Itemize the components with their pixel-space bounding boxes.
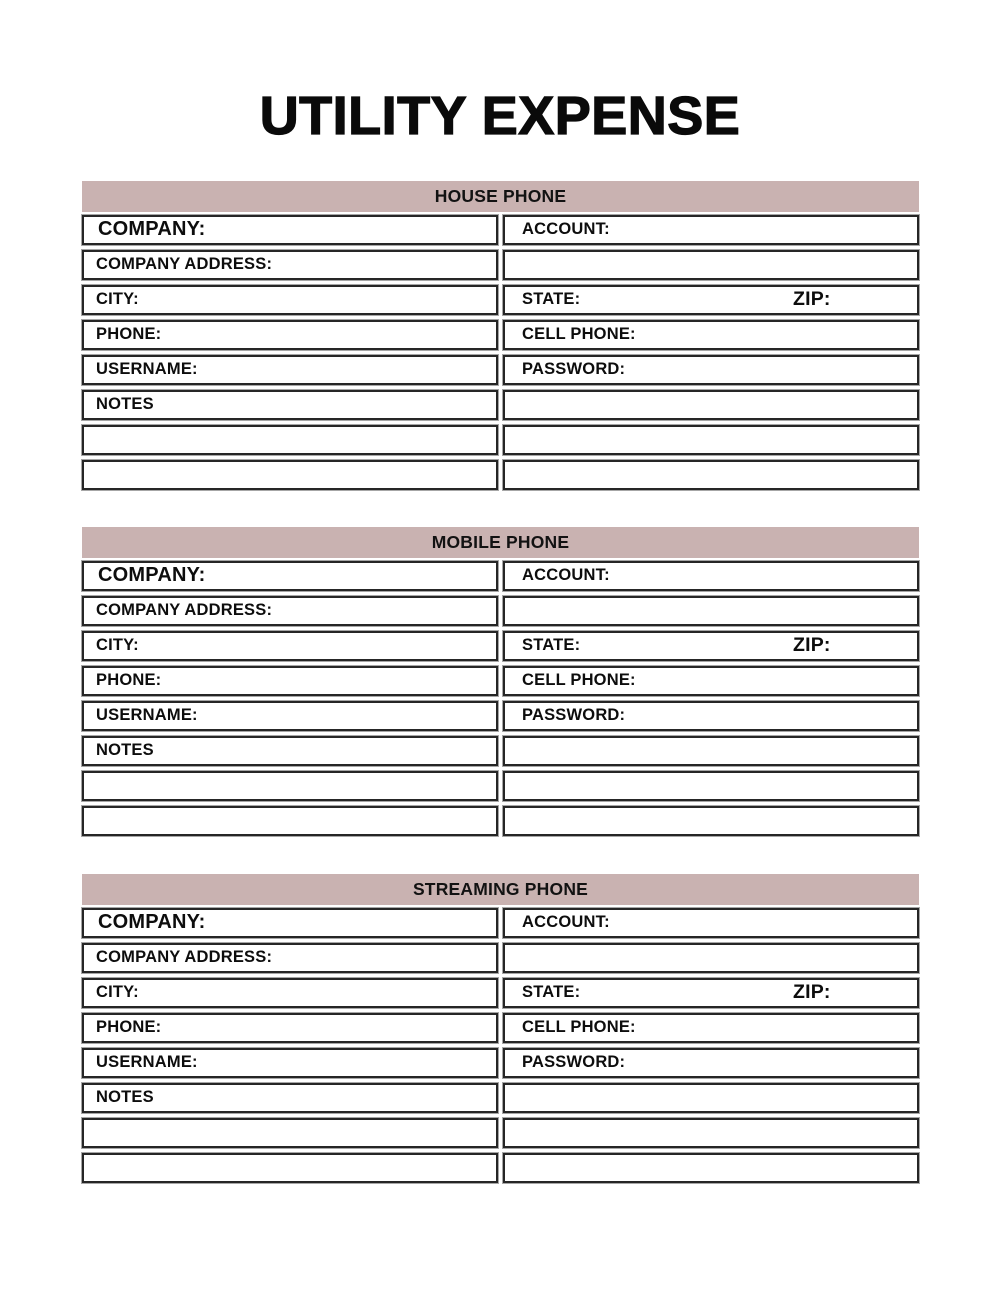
password-field[interactable] — [503, 355, 919, 385]
table-row — [82, 1048, 919, 1078]
password-label: PASSWORD: — [522, 706, 626, 725]
section-title: HOUSE PHONE — [434, 185, 567, 206]
account-label: ACCOUNT: — [522, 913, 610, 932]
account-field[interactable] — [503, 908, 919, 938]
state-label: STATE: — [522, 983, 581, 1002]
account-field[interactable] — [503, 561, 919, 591]
phone-field[interactable] — [82, 666, 498, 696]
company-field[interactable] — [82, 908, 498, 938]
table-row — [82, 460, 919, 490]
table-row — [82, 390, 919, 420]
notes-label: NOTES — [96, 1088, 154, 1107]
section-header — [82, 181, 919, 212]
table-row — [82, 250, 919, 280]
notes-label: NOTES — [96, 741, 154, 760]
company-address-label: COMPANY ADDRESS: — [96, 948, 273, 967]
cell-phone-field[interactable] — [503, 320, 919, 350]
company-label: COMPANY: — [98, 218, 206, 241]
cell-phone-field[interactable] — [503, 1013, 919, 1043]
table-row — [82, 943, 919, 973]
account-field[interactable] — [503, 215, 919, 245]
account-label: ACCOUNT: — [522, 566, 610, 585]
blank-field[interactable] — [503, 1153, 919, 1183]
page-title: UTILITY EXPENSE — [259, 86, 741, 146]
notes-field[interactable] — [82, 390, 498, 420]
blank-field[interactable] — [503, 425, 919, 455]
cell-phone-label: CELL PHONE: — [522, 671, 636, 690]
city-label: CITY: — [96, 290, 139, 309]
section-title: MOBILE PHONE — [431, 531, 570, 552]
state-zip-field[interactable] — [503, 978, 919, 1008]
table-row — [82, 320, 919, 350]
company-address-value-field[interactable] — [503, 596, 919, 626]
notes-label: NOTES — [96, 395, 154, 414]
password-field[interactable] — [503, 1048, 919, 1078]
company-address-label: COMPANY ADDRESS: — [96, 255, 273, 274]
company-label: COMPANY: — [98, 911, 206, 934]
table-row — [82, 631, 919, 661]
zip-label: ZIP: — [793, 288, 831, 311]
blank-field[interactable] — [503, 806, 919, 836]
city-field[interactable] — [82, 285, 498, 315]
blank-field[interactable] — [82, 771, 498, 801]
city-label: CITY: — [96, 636, 139, 655]
table-row — [82, 701, 919, 731]
phone-label: PHONE: — [96, 1018, 162, 1037]
state-label: STATE: — [522, 636, 581, 655]
company-address-label: COMPANY ADDRESS: — [96, 601, 273, 620]
blank-field[interactable] — [503, 1118, 919, 1148]
phone-label: PHONE: — [96, 325, 162, 344]
blank-field[interactable] — [503, 771, 919, 801]
section-header — [82, 527, 919, 558]
section-rows — [82, 215, 919, 490]
password-label: PASSWORD: — [522, 360, 626, 379]
password-label: PASSWORD: — [522, 1053, 626, 1072]
city-field[interactable] — [82, 631, 498, 661]
cell-phone-label: CELL PHONE: — [522, 325, 636, 344]
company-address-field[interactable] — [82, 250, 498, 280]
table-row — [82, 1118, 919, 1148]
state-zip-field[interactable] — [503, 285, 919, 315]
zip-label: ZIP: — [793, 634, 831, 657]
blank-field[interactable] — [82, 1118, 498, 1148]
company-address-field[interactable] — [82, 596, 498, 626]
phone-label: PHONE: — [96, 671, 162, 690]
company-label: COMPANY: — [98, 564, 206, 587]
notes-field[interactable] — [82, 1083, 498, 1113]
table-row — [82, 806, 919, 836]
notes-field[interactable] — [82, 736, 498, 766]
cell-phone-label: CELL PHONE: — [522, 1018, 636, 1037]
city-field[interactable] — [82, 978, 498, 1008]
table-row — [82, 736, 919, 766]
state-zip-field[interactable] — [503, 631, 919, 661]
table-row — [82, 666, 919, 696]
username-label: USERNAME: — [96, 360, 198, 379]
table-row — [82, 596, 919, 626]
phone-field[interactable] — [82, 320, 498, 350]
phone-field[interactable] — [82, 1013, 498, 1043]
table-row — [82, 215, 919, 245]
state-label: STATE: — [522, 290, 581, 309]
notes-value-field[interactable] — [503, 390, 919, 420]
notes-value-field[interactable] — [503, 1083, 919, 1113]
table-row — [82, 1083, 919, 1113]
cell-phone-field[interactable] — [503, 666, 919, 696]
username-label: USERNAME: — [96, 1053, 198, 1072]
zip-label: ZIP: — [793, 981, 831, 1004]
table-row — [82, 425, 919, 455]
table-row — [82, 355, 919, 385]
section-streaming-phone — [82, 874, 919, 1183]
username-field[interactable] — [82, 355, 498, 385]
blank-field[interactable] — [82, 1153, 498, 1183]
username-label: USERNAME: — [96, 706, 198, 725]
section-rows — [82, 908, 919, 1183]
city-label: CITY: — [96, 983, 139, 1002]
notes-value-field[interactable] — [503, 736, 919, 766]
table-row — [82, 771, 919, 801]
company-field[interactable] — [82, 215, 498, 245]
table-row — [82, 1153, 919, 1183]
section-rows — [82, 561, 919, 836]
blank-field[interactable] — [82, 460, 498, 490]
password-field[interactable] — [503, 701, 919, 731]
account-label: ACCOUNT: — [522, 220, 610, 239]
blank-field[interactable] — [503, 460, 919, 490]
company-address-value-field[interactable] — [503, 250, 919, 280]
blank-field[interactable] — [82, 806, 498, 836]
section-header — [82, 874, 919, 905]
company-address-value-field[interactable] — [503, 943, 919, 973]
table-row — [82, 978, 919, 1008]
table-row — [82, 561, 919, 591]
username-field[interactable] — [82, 1048, 498, 1078]
section-title: STREAMING PHONE — [412, 878, 589, 899]
username-field[interactable] — [82, 701, 498, 731]
blank-field[interactable] — [82, 425, 498, 455]
section-house-phone — [82, 181, 919, 490]
table-row — [82, 1013, 919, 1043]
company-address-field[interactable] — [82, 943, 498, 973]
section-mobile-phone — [82, 527, 919, 836]
company-field[interactable] — [82, 561, 498, 591]
table-row — [82, 908, 919, 938]
table-row — [82, 285, 919, 315]
